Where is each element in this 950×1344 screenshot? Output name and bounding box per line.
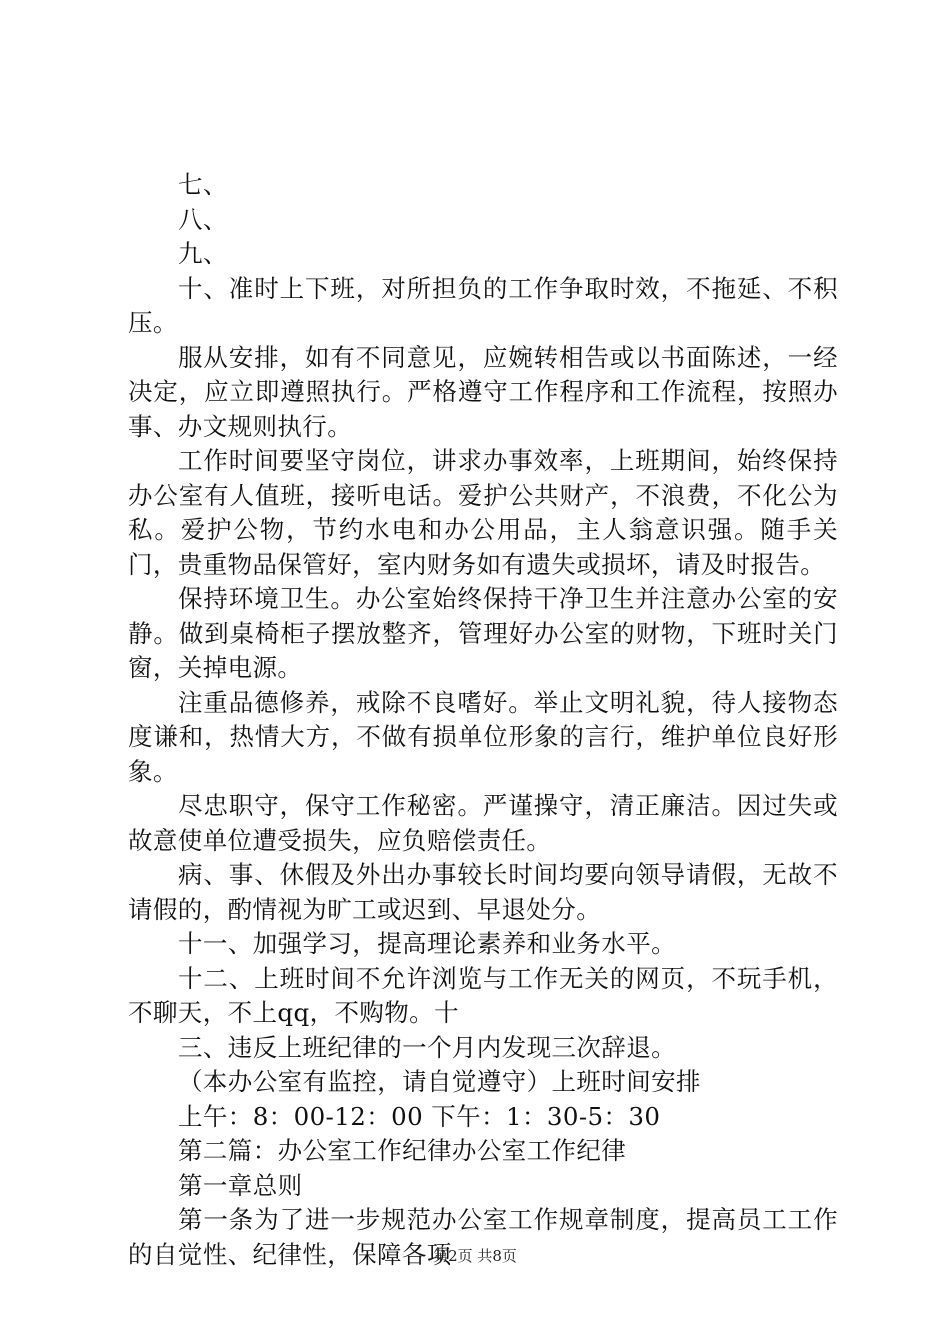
paragraph-2: 八、 <box>178 204 228 234</box>
paragraph-11: 十一、加强学习，提高理论素养和业务水平。 <box>178 929 676 958</box>
paragraph-6: 工作时间要坚守岗位，讲求办事效率，上班期间，始终保持办公室有人值班，接听电话。爱护公共财产，不浪费，不化公为私。爱护公物，节约水电和办公用品，主人翁意识强。随手关门，贵重物品保管好，室内财务如有遗失或损坏，请及时报告。 <box>128 446 838 579</box>
paragraph-5: 服从安排，如有不同意见，应婉转相告或以书面陈述，一经决定，应立即遵照执行。严格遵守工作程序和工作流程，按照办事、办文规则执行。 <box>128 342 838 441</box>
document-body <box>128 168 838 1272</box>
paragraph-15: 上午：8：00-12：00 下午：1：30-5：30 <box>178 1101 661 1131</box>
paragraph-12: 十二、上班时间不允许浏览与工作无关的网页，不玩手机，不聊天，不上qq，不购物。十 <box>128 963 838 1027</box>
paragraph-8: 注重品德修养，戒除不良嗜好。举止文明礼貌，待人接物态度谦和，热情大方，不做有损单位形象的言行，维护单位良好形象。 <box>128 687 838 786</box>
paragraph-18: 第一条为了进一步规范办公室工作规章制度，提高员工工作的自觉性、纪律性，保障各项 <box>128 1205 838 1269</box>
paragraph-7: 保持环境卫生。办公室始终保持干净卫生并注意办公室的安静。做到桌椅柜子摆放整齐，管理好办公室的财物，下班时关门窗，关掉电源。 <box>128 584 838 682</box>
paragraph-17: 第一章总则 <box>178 1170 303 1200</box>
paragraph-4: 十、准时上下班，对所担负的工作争取时效，不拖延、不积压。 <box>128 273 838 337</box>
paragraph-1: 七、 <box>178 170 228 199</box>
page-indicator: 第2页 共8页 <box>433 1247 517 1265</box>
paragraph-9: 尽忠职守，保守工作秘密。严谨操守，清正廉洁。因过失或故意使单位遭受损失，应负赔偿责任。 <box>128 791 838 855</box>
paragraph-14: （本办公室有监控，请自觉遵守）上班时间安排 <box>178 1067 701 1096</box>
paragraph-10: 病、事、休假及外出办事较长时间均要向领导请假，无故不请假的，酌情视为旷工或迟到、早退处分。 <box>128 860 838 924</box>
paragraph-16: 第二篇：办公室工作纪律办公室工作纪律 <box>178 1136 627 1165</box>
paragraph-3: 九、 <box>178 239 228 268</box>
paragraph-13: 三、违反上班纪律的一个月内发现三次辞退。 <box>178 1032 676 1062</box>
